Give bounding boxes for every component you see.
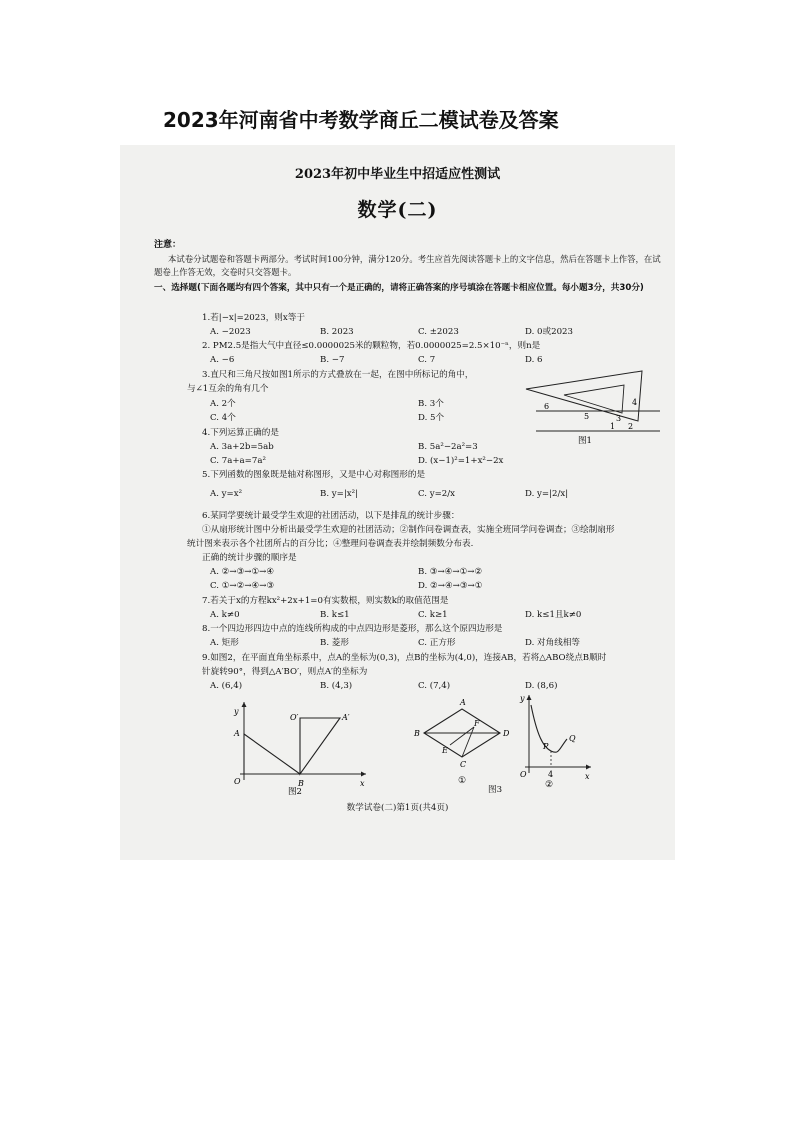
option: B. 2023 (320, 327, 354, 337)
axis-label: x (585, 772, 590, 781)
point-label: O (520, 770, 527, 779)
option: A. 2个 (210, 399, 236, 409)
figure-caption: 图2 (288, 787, 302, 797)
option: D. k≤1且k≠0 (525, 610, 582, 620)
figure-2 (220, 690, 370, 798)
triangle-ABO (244, 734, 300, 774)
angle-label: 3 (616, 414, 622, 423)
question-stem: 4.下列运算正确的是 (202, 428, 279, 438)
triangle-A2BO2 (300, 718, 340, 774)
figure-3-part-1 (410, 693, 520, 793)
option: C. ±2023 (418, 327, 459, 337)
angle-label: 2 (628, 422, 634, 431)
section-heading: 一、选择题(下面各题均有四个答案，其中只有一个是正确的，请将正确答案的序号填涂在答题卡相应位置。每小题3分，共30分) (154, 283, 644, 293)
point-label: A (460, 698, 466, 707)
point-label: D (503, 729, 510, 738)
angle-label: 4 (632, 398, 638, 407)
option: C. 7a+a=7a² (210, 456, 266, 466)
question-stem: 2. PM2.5是指大气中直径≤0.0000025米的颗粒物，若0.0000025=2.5×10⁻ⁿ，则n是 (202, 341, 541, 351)
option: C. (7,4) (418, 681, 451, 691)
option: D. y=|2/x| (525, 489, 569, 499)
exam-paper (120, 145, 675, 860)
axis-label: y (234, 707, 239, 716)
figure-1 (520, 365, 660, 447)
option: A. 矩形 (210, 638, 239, 648)
document-title: 2023年河南省中考数学商丘二模试卷及答案 (163, 108, 559, 132)
sub-figure-label: ① (458, 776, 467, 786)
y-axis-arrow (527, 695, 532, 700)
option: D. ②→④→③→① (418, 581, 483, 591)
question-stem-cont: 统计图来表示各个社团所占的百分比；④整理问卷调查表并绘制频数分布表. (187, 539, 474, 549)
x-axis-arrow (361, 772, 366, 777)
point-label: B (298, 779, 304, 788)
question-stem: 5.下列函数的图象既是轴对称图形，又是中心对称图形的是 (202, 470, 426, 480)
option: C. 4个 (210, 413, 236, 423)
option: A. 3a+2b=5ab (210, 442, 274, 452)
angle-label: 6 (544, 402, 550, 411)
option: B. k≤1 (320, 610, 350, 620)
option: D. 0或2023 (525, 327, 573, 337)
point-label: C (460, 760, 467, 769)
point-label: O′ (290, 713, 299, 722)
option: B. y=|x²| (320, 489, 358, 499)
point-label: A′ (342, 713, 350, 722)
question-stem-cont: 正确的统计步骤的顺序是 (202, 553, 297, 563)
option: A. k≠0 (210, 610, 240, 620)
option: B. (4,3) (320, 681, 353, 691)
point-label: A (234, 729, 240, 738)
option: D. 5个 (418, 413, 445, 423)
option: B. −7 (320, 355, 345, 365)
option: A. ②→③→①→④ (210, 567, 275, 577)
notice-text: 本试卷分试题卷和答题卡两部分。考试时间100分钟，满分120分。考生应首先阅读答题卡上的文字信息，然后在答题卡上作答，在试题卷上作答无效，交卷时只交答题卡。 (154, 254, 661, 278)
question-stem-cont: ①从扇形统计图中分析出最受学生欢迎的社团活动；②制作问卷调查表，实施全班同学问卷调查；③绘制扇形 (202, 525, 615, 535)
option: A. (6,4) (210, 681, 243, 691)
question-stem: 8.一个四边形四边中点的连线所构成的中点四边形是菱形，那么这个原四边形是 (202, 624, 503, 634)
option: C. y=2/x (418, 489, 455, 499)
axis-label: x (360, 779, 365, 788)
question-stem: 3.直尺和三角尺按如图1所示的方式叠放在一起，在图中所标记的角中， (202, 370, 474, 380)
point-label: O (234, 777, 241, 786)
angle-label: 1 (610, 422, 616, 431)
option: C. k≥1 (418, 610, 448, 620)
figure-caption: 图1 (578, 436, 592, 446)
function-curve (531, 705, 567, 752)
question-stem: 7.若关于x的方程kx²+2x+1=0有实数根，则实数k的取值范围是 (202, 596, 449, 606)
option: D. 6 (525, 355, 543, 365)
figure-3-part-2 (515, 685, 595, 793)
option: B. 3个 (418, 399, 444, 409)
question-stem-cont: 针旋转90°，得到△A′BO′，则点A′的坐标为 (202, 667, 368, 677)
y-axis-arrow (242, 702, 247, 707)
point-label: B (414, 729, 420, 738)
option: B. ③→④→①→② (418, 567, 483, 577)
point-label: Q (569, 734, 576, 743)
tick-label: 4 (548, 770, 554, 779)
figure-caption: 图3 (488, 785, 503, 795)
option: B. 5a²−2a²=3 (418, 442, 478, 452)
option: B. 菱形 (320, 638, 349, 648)
notice-label: 注意： (154, 240, 182, 250)
option: D. 对角线相等 (525, 638, 581, 648)
scanned-exam-page (120, 145, 675, 860)
option: D. (8,6) (525, 681, 558, 691)
paper-title: 2023年初中毕业生中招适应性测试 (294, 167, 501, 182)
option: A. −2023 (210, 327, 251, 337)
sub-figure-label: ② (545, 780, 554, 790)
x-axis-arrow (586, 765, 591, 770)
axis-label: y (520, 694, 525, 703)
question-stem: 1.若|−x|=2023，则x等于 (202, 313, 305, 323)
option: D. (x−1)²=1+x²−2x (418, 456, 504, 466)
question-stem-cont: 与∠1互余的角有几个 (187, 384, 269, 394)
paper-subject: 数学(二) (357, 199, 438, 221)
point-label: P (543, 742, 549, 751)
option: C. 正方形 (418, 638, 456, 648)
angle-label: 5 (584, 412, 590, 421)
question-stem: 9.如图2，在平面直角坐标系中，点A的坐标为(0,3)，点B的坐标为(4,0)，连接AB，若将△ABO绕点B顺时 (202, 653, 607, 663)
question-stem: 6.某同学要统计最受学生欢迎的社团活动，以下是排乱的统计步骤： (202, 511, 460, 521)
page-footer: 数学试卷(二)第1页(共4页) (346, 803, 449, 813)
option: A. y=x² (210, 489, 243, 499)
point-label: E (442, 746, 448, 755)
option: C. ①→②→④→③ (210, 581, 275, 591)
point-label: F (474, 719, 480, 728)
option: A. −6 (210, 355, 235, 365)
option: C. 7 (418, 355, 436, 365)
